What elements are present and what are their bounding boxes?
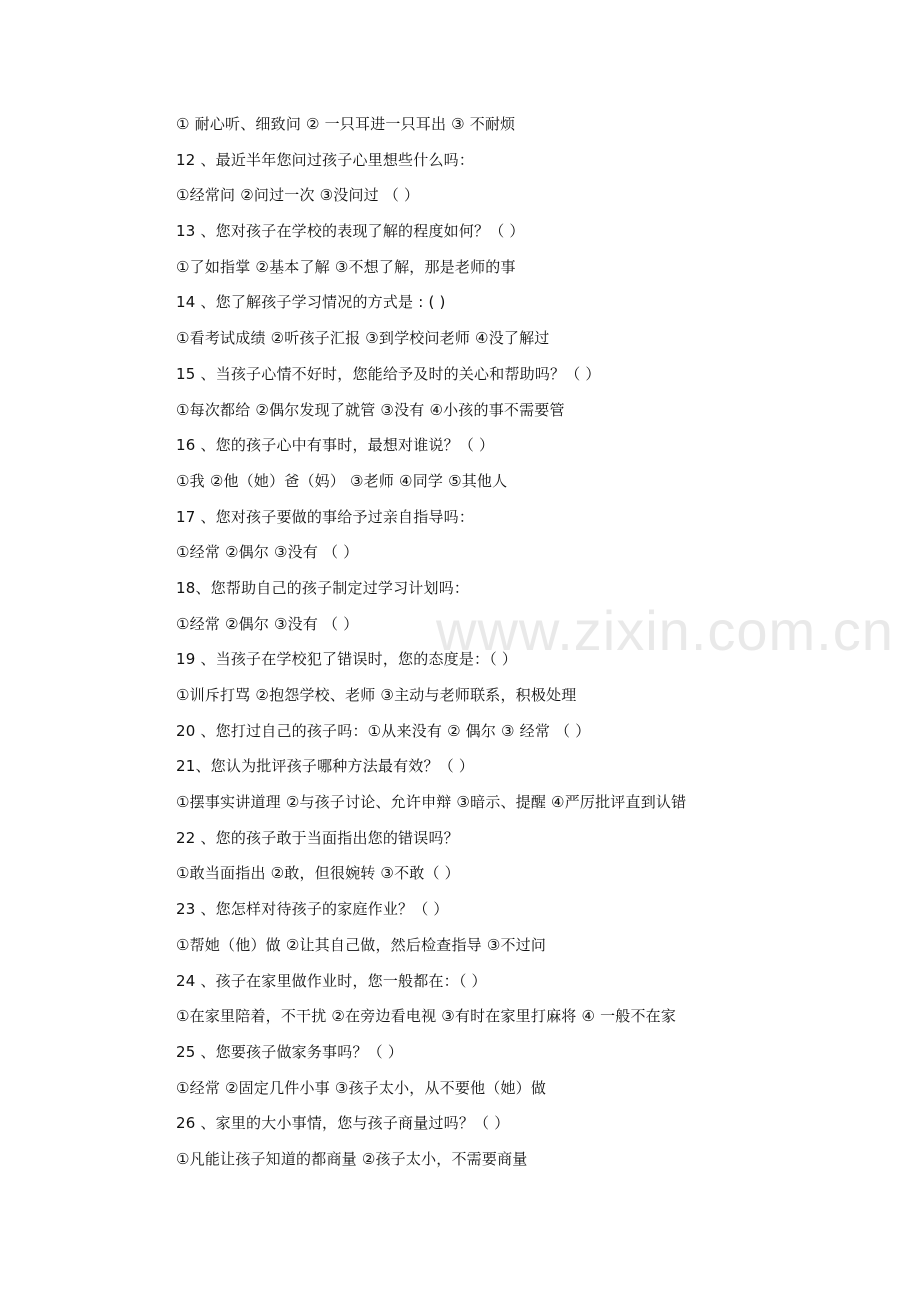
option-line: ①看考试成绩 ②听孩子汇报 ③到学校问老师 ④没了解过 bbox=[176, 329, 550, 348]
option-line: ①敢当面指出 ②敢，但很婉转 ③不敢（ ） bbox=[176, 864, 460, 883]
question-17: 17 、您对孩子要做的事给予过亲自指导吗： bbox=[176, 507, 475, 526]
question-23: 23 、您怎样对待孩子的家庭作业？（ ） bbox=[176, 900, 449, 919]
question-16: 16 、您的孩子心中有事时，最想对谁说？（ ） bbox=[176, 436, 495, 455]
question-21: 21、您认为批评孩子哪种方法最有效？（ ） bbox=[176, 757, 475, 776]
option-line: ①训斥打骂 ②抱怨学校、老师 ③主动与老师联系，积极处理 bbox=[176, 686, 577, 704]
question-12: 12 、最近半年您问过孩子心里想些什么吗： bbox=[176, 150, 475, 169]
option-line: ①帮她（他）做 ②让其自己做，然后检查指导 ③不过问 bbox=[176, 935, 547, 954]
questionnaire-text bbox=[176, 111, 876, 1182]
watermark: www.zixin.com.cn bbox=[436, 599, 894, 662]
question-18: 18、您帮助自己的孩子制定过学习计划吗： bbox=[176, 578, 470, 597]
question-22: 22 、您的孩子敢于当面指出您的错误吗？ bbox=[176, 828, 459, 847]
option-line: ①在家里陪着，不干扰 ②在旁边看电视 ③有时在家里打麻将 ④ 一般不在家 bbox=[176, 1007, 677, 1026]
option-line: ①我 ②他（她）爸（妈） ③老师 ④同学 ⑤其他人 bbox=[176, 471, 508, 490]
question-20: 20 、您打过自己的孩子吗：①从来没有 ② 偶尔 ③ 经常 （ ） bbox=[176, 721, 591, 740]
option-line: ①摆事实讲道理 ②与孩子讨论、允许申辩 ③暗示、提醒 ④严厉批评直到认错 bbox=[176, 793, 687, 812]
option-line: ①经常 ②偶尔 ③没有 （ ） bbox=[176, 543, 359, 562]
option-line: ①经常问 ②问过一次 ③没问过 （ ） bbox=[176, 186, 420, 205]
question-26: 26 、家里的大小事情，您与孩子商量过吗？（ ） bbox=[176, 1114, 510, 1133]
option-line: ①每次都给 ②偶尔发现了就管 ③没有 ④小孩的事不需要管 bbox=[176, 400, 565, 419]
question-15: 15 、当孩子心情不好时，您能给予及时的关心和帮助吗？（ ） bbox=[176, 364, 601, 383]
option-line: ①了如指掌 ②基本了解 ③不想了解，那是老师的事 bbox=[176, 257, 516, 276]
option-line: ①经常 ②偶尔 ③没有 （ ） bbox=[176, 614, 359, 633]
question-13: 13 、您对孩子在学校的表现了解的程度如何？（ ） bbox=[176, 222, 525, 241]
question-25: 25 、您要孩子做家务事吗？（ ） bbox=[176, 1042, 404, 1061]
question-19: 19 、当孩子在学校犯了错误时，您的态度是：（ ） bbox=[176, 650, 518, 669]
option-line: ①经常 ②固定几件小事 ③孩子太小，从不要他（她）做 bbox=[176, 1078, 547, 1097]
option-line: ① 耐心听、细致问 ② 一只耳进一只耳出 ③ 不耐烦 bbox=[176, 115, 516, 133]
option-line: ①凡能让孩子知道的都商量 ②孩子太小，不需要商量 bbox=[176, 1149, 528, 1168]
question-14: 14 、您了解孩子学习情况的方式是 : ( ) bbox=[176, 293, 446, 312]
question-24: 24 、孩子在家里做作业时，您一般都在：（ ） bbox=[176, 971, 487, 990]
